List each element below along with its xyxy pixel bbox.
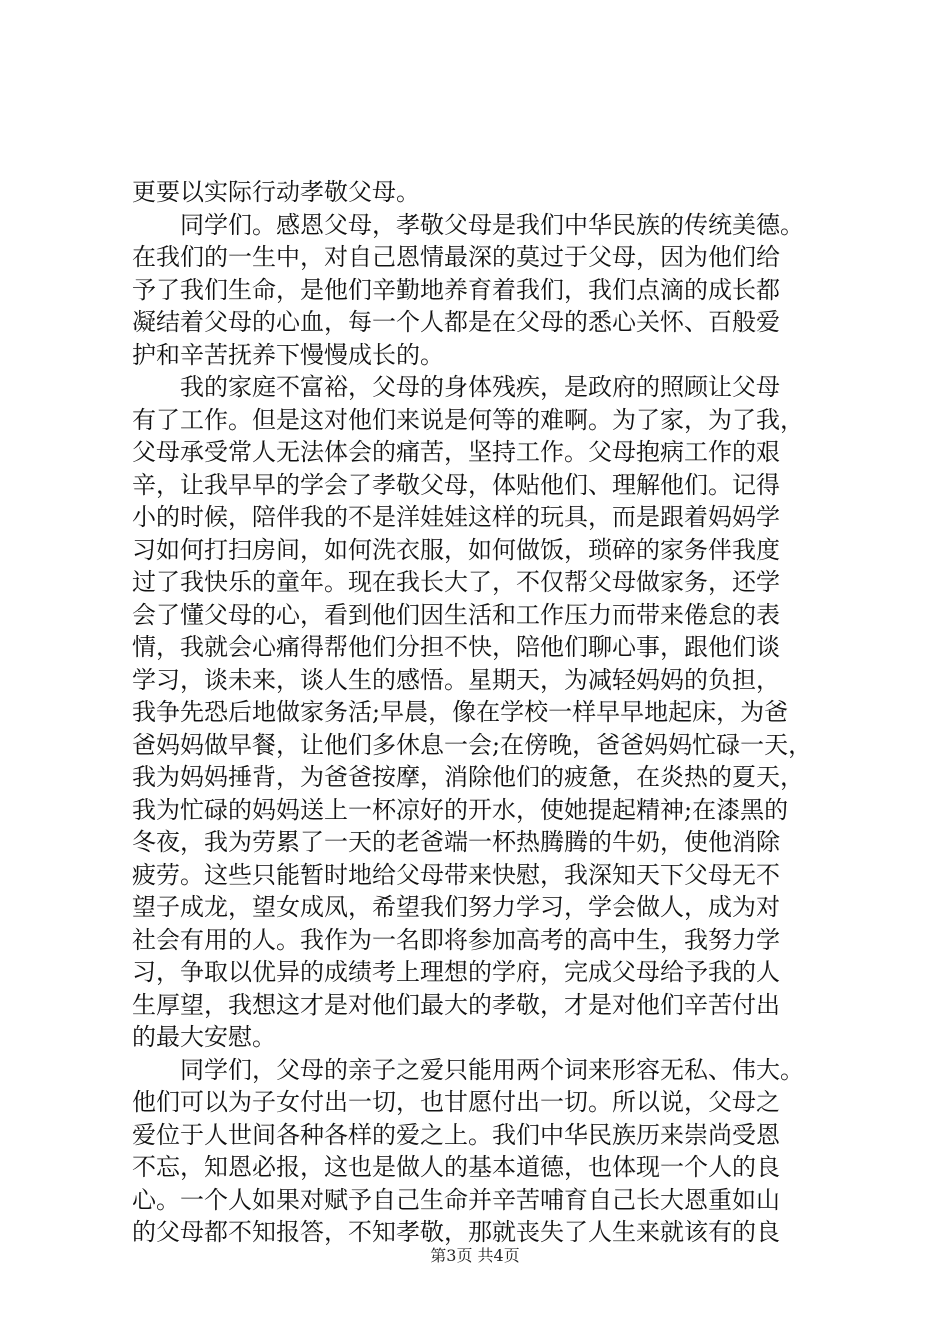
text-line: 父母承受常人无法体会的痛苦，坚持工作。父母抱病工作的艰 <box>132 438 780 466</box>
text-line: 凝结着父母的心血，每一个人都是在父母的悉心关怀、百般爱 <box>132 308 780 336</box>
text-line: 的父母都不知报答，不知孝敬，那就丧失了人生来就该有的良 <box>132 1218 780 1246</box>
text-line: 我为妈妈捶背，为爸爸按摩，消除他们的疲惫，在炎热的夏天， <box>132 763 804 791</box>
text-line: 习，争取以优异的成绩考上理想的学府，完成父母给予我的人 <box>132 958 780 986</box>
text-line: 我争先恐后地做家务活;早晨，像在学校一样早早地起床，为爸 <box>132 698 789 726</box>
text-line: 小的时候，陪伴我的不是洋娃娃这样的玩具，而是跟着妈妈学 <box>132 503 780 531</box>
text-line: 更要以实际行动孝敬父母。 <box>132 178 420 206</box>
text-line: 心。一个人如果对赋予自己生命并辛苦哺育自己长大恩重如山 <box>132 1185 780 1214</box>
text-line: 冬夜，我为劳累了一天的老爸端一杯热腾腾的牛奶，使他消除 <box>132 828 780 856</box>
text-line: 辛，让我早早的学会了孝敬父母，体贴他们、理解他们。记得 <box>132 470 780 499</box>
text-line: 望子成龙，望女成凤，希望我们努力学习，学会做人，成为对 <box>132 893 780 921</box>
text-line: 的最大安慰。 <box>132 1023 276 1051</box>
text-line: 予了我们生命，是他们辛勤地养育着我们，我们点滴的成长都 <box>132 275 780 304</box>
text-line: 我的家庭不富裕，父母的身体残疾，是政府的照顾让父母 <box>180 373 780 401</box>
text-line: 疲劳。这些只能暂时地给父母带来快慰，我深知天下父母无不 <box>132 860 780 889</box>
text-line: 情，我就会心痛得帮他们分担不快，陪他们聊心事，跟他们谈 <box>132 633 780 661</box>
text-line: 会了懂父母的心，看到他们因生活和工作压力而带来倦怠的表 <box>132 600 780 629</box>
text-line: 有了工作。但是这对他们来说是何等的难啊。为了家，为了我， <box>132 405 804 434</box>
text-line: 学习，谈未来，谈人生的感悟。星期天，为减轻妈妈的负担， <box>132 665 780 694</box>
text-line: 他们可以为子女付出一切，也甘愿付出一切。所以说，父母之 <box>132 1088 780 1116</box>
document-body <box>132 176 852 1249</box>
text-line: 我为忙碌的妈妈送上一杯凉好的开水，使她提起精神;在漆黑的 <box>132 795 789 824</box>
text-line: 爱位于人世间各种各样的爱之上。我们中华民族历来崇尚受恩 <box>132 1120 780 1149</box>
text-line: 习如何打扫房间，如何洗衣服，如何做饭，琐碎的家务伴我度 <box>132 535 780 564</box>
text-line: 生厚望，我想这才是对他们最大的孝敬，才是对他们辛苦付出 <box>132 990 780 1019</box>
text-line: 同学们，父母的亲子之爱只能用两个词来形容无私、伟大。 <box>180 1055 804 1084</box>
text-line: 在我们的一生中，对自己恩情最深的莫过于父母，因为他们给 <box>132 243 780 271</box>
text-line: 同学们。感恩父母，孝敬父母是我们中华民族的传统美德。 <box>180 210 804 239</box>
text-line: 护和辛苦抚养下慢慢成长的。 <box>132 340 444 369</box>
text-line: 爸妈妈做早餐，让他们多休息一会;在傍晚，爸爸妈妈忙碌一天， <box>132 730 813 759</box>
page-footer: 第3页 共4页 <box>430 1246 520 1265</box>
text-line: 不忘，知恩必报，这也是做人的基本道德，也体现一个人的良 <box>132 1153 780 1181</box>
text-line: 过了我快乐的童年。现在我长大了，不仅帮父母做家务，还学 <box>132 568 780 596</box>
text-line: 社会有用的人。我作为一名即将参加高考的高中生，我努力学 <box>132 925 780 954</box>
